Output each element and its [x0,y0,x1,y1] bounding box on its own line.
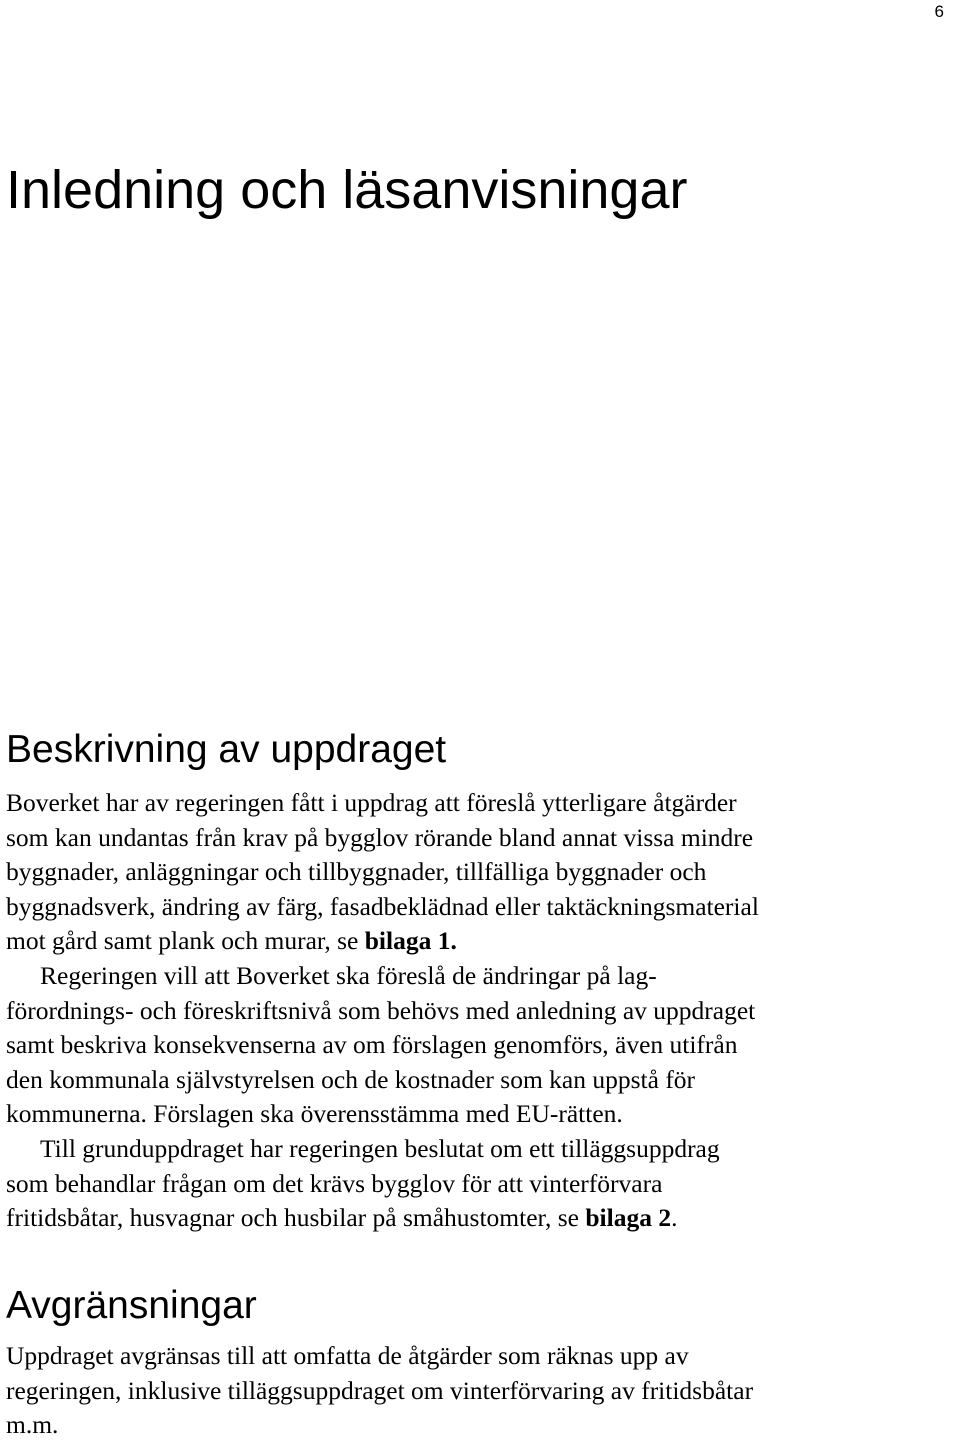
sentence-end: . [450,926,457,956]
bilaga-1-reference: bilaga 1 [364,926,451,956]
paragraph-line [6,924,906,959]
paragraph-1 [6,1339,906,1443]
section-body-uppdrag [6,786,906,1236]
page-title: Inledning och läsanvisningar [6,160,688,220]
paragraph-line: Boverket har av regeringen fått i uppdrag att föreslå ytterligare åtgärder [6,788,737,817]
paragraph-line: den kommunala självstyrelsen och de kostnader som kan uppstå för [6,1064,696,1094]
page-number: 6 [934,2,944,21]
paragraph-line: Till grunduppdraget har regeringen beslutat om ett tilläggsuppdrag [40,1133,720,1163]
paragraph-line: m.m. [6,1410,59,1440]
paragraph-line: kommunerna. Förslagen ska överensstämma med EU-rätten. [6,1099,623,1129]
paragraph-line: Regeringen vill att Boverket ska föreslå de ändringar på lag- [40,960,657,990]
paragraph-line: samt beskriva konsekvenserna av om förslagen genomförs, även utifrån [6,1030,738,1060]
paragraph-text: fritidsbåtar, husvagnar och husbilar på småhustomter, se [6,1203,586,1233]
sentence-end: . [671,1203,678,1233]
section-heading-uppdrag: Beskrivning av uppdraget [6,728,447,771]
paragraph-line [6,1201,906,1236]
paragraph-line: förordnings- och föreskriftsnivå som behövs med anledning av uppdraget [6,995,756,1025]
bilaga-2-reference: bilaga 2 [585,1203,672,1233]
paragraph-line: byggnadsverk, ändring av färg, fasadbeklädnad eller taktäckningsmaterial [6,891,759,921]
paragraph-1 [6,786,906,959]
paragraph-line: byggnader, anläggningar och tillbyggnader, tillfälliga byggnader och [6,857,707,887]
paragraph-text: mot gård samt plank och murar, se [6,926,365,956]
paragraph-3 [6,1132,906,1236]
paragraph-line: regeringen, inklusive tilläggsuppdraget om vinterförvaring av fritidsbåtar [6,1375,754,1405]
paragraph-line: Uppdraget avgränsas till att omfatta de åtgärder som räknas upp av [6,1341,689,1370]
paragraph-2 [6,959,906,1132]
section-body-avgransningar [6,1339,906,1443]
section-heading-avgransningar: Avgränsningar [6,1284,257,1327]
paragraph-line: som behandlar frågan om det krävs bygglov för att vinterförvara [6,1168,663,1198]
paragraph-line: som kan undantas från krav på bygglov rörande bland annat vissa mindre [6,822,754,852]
